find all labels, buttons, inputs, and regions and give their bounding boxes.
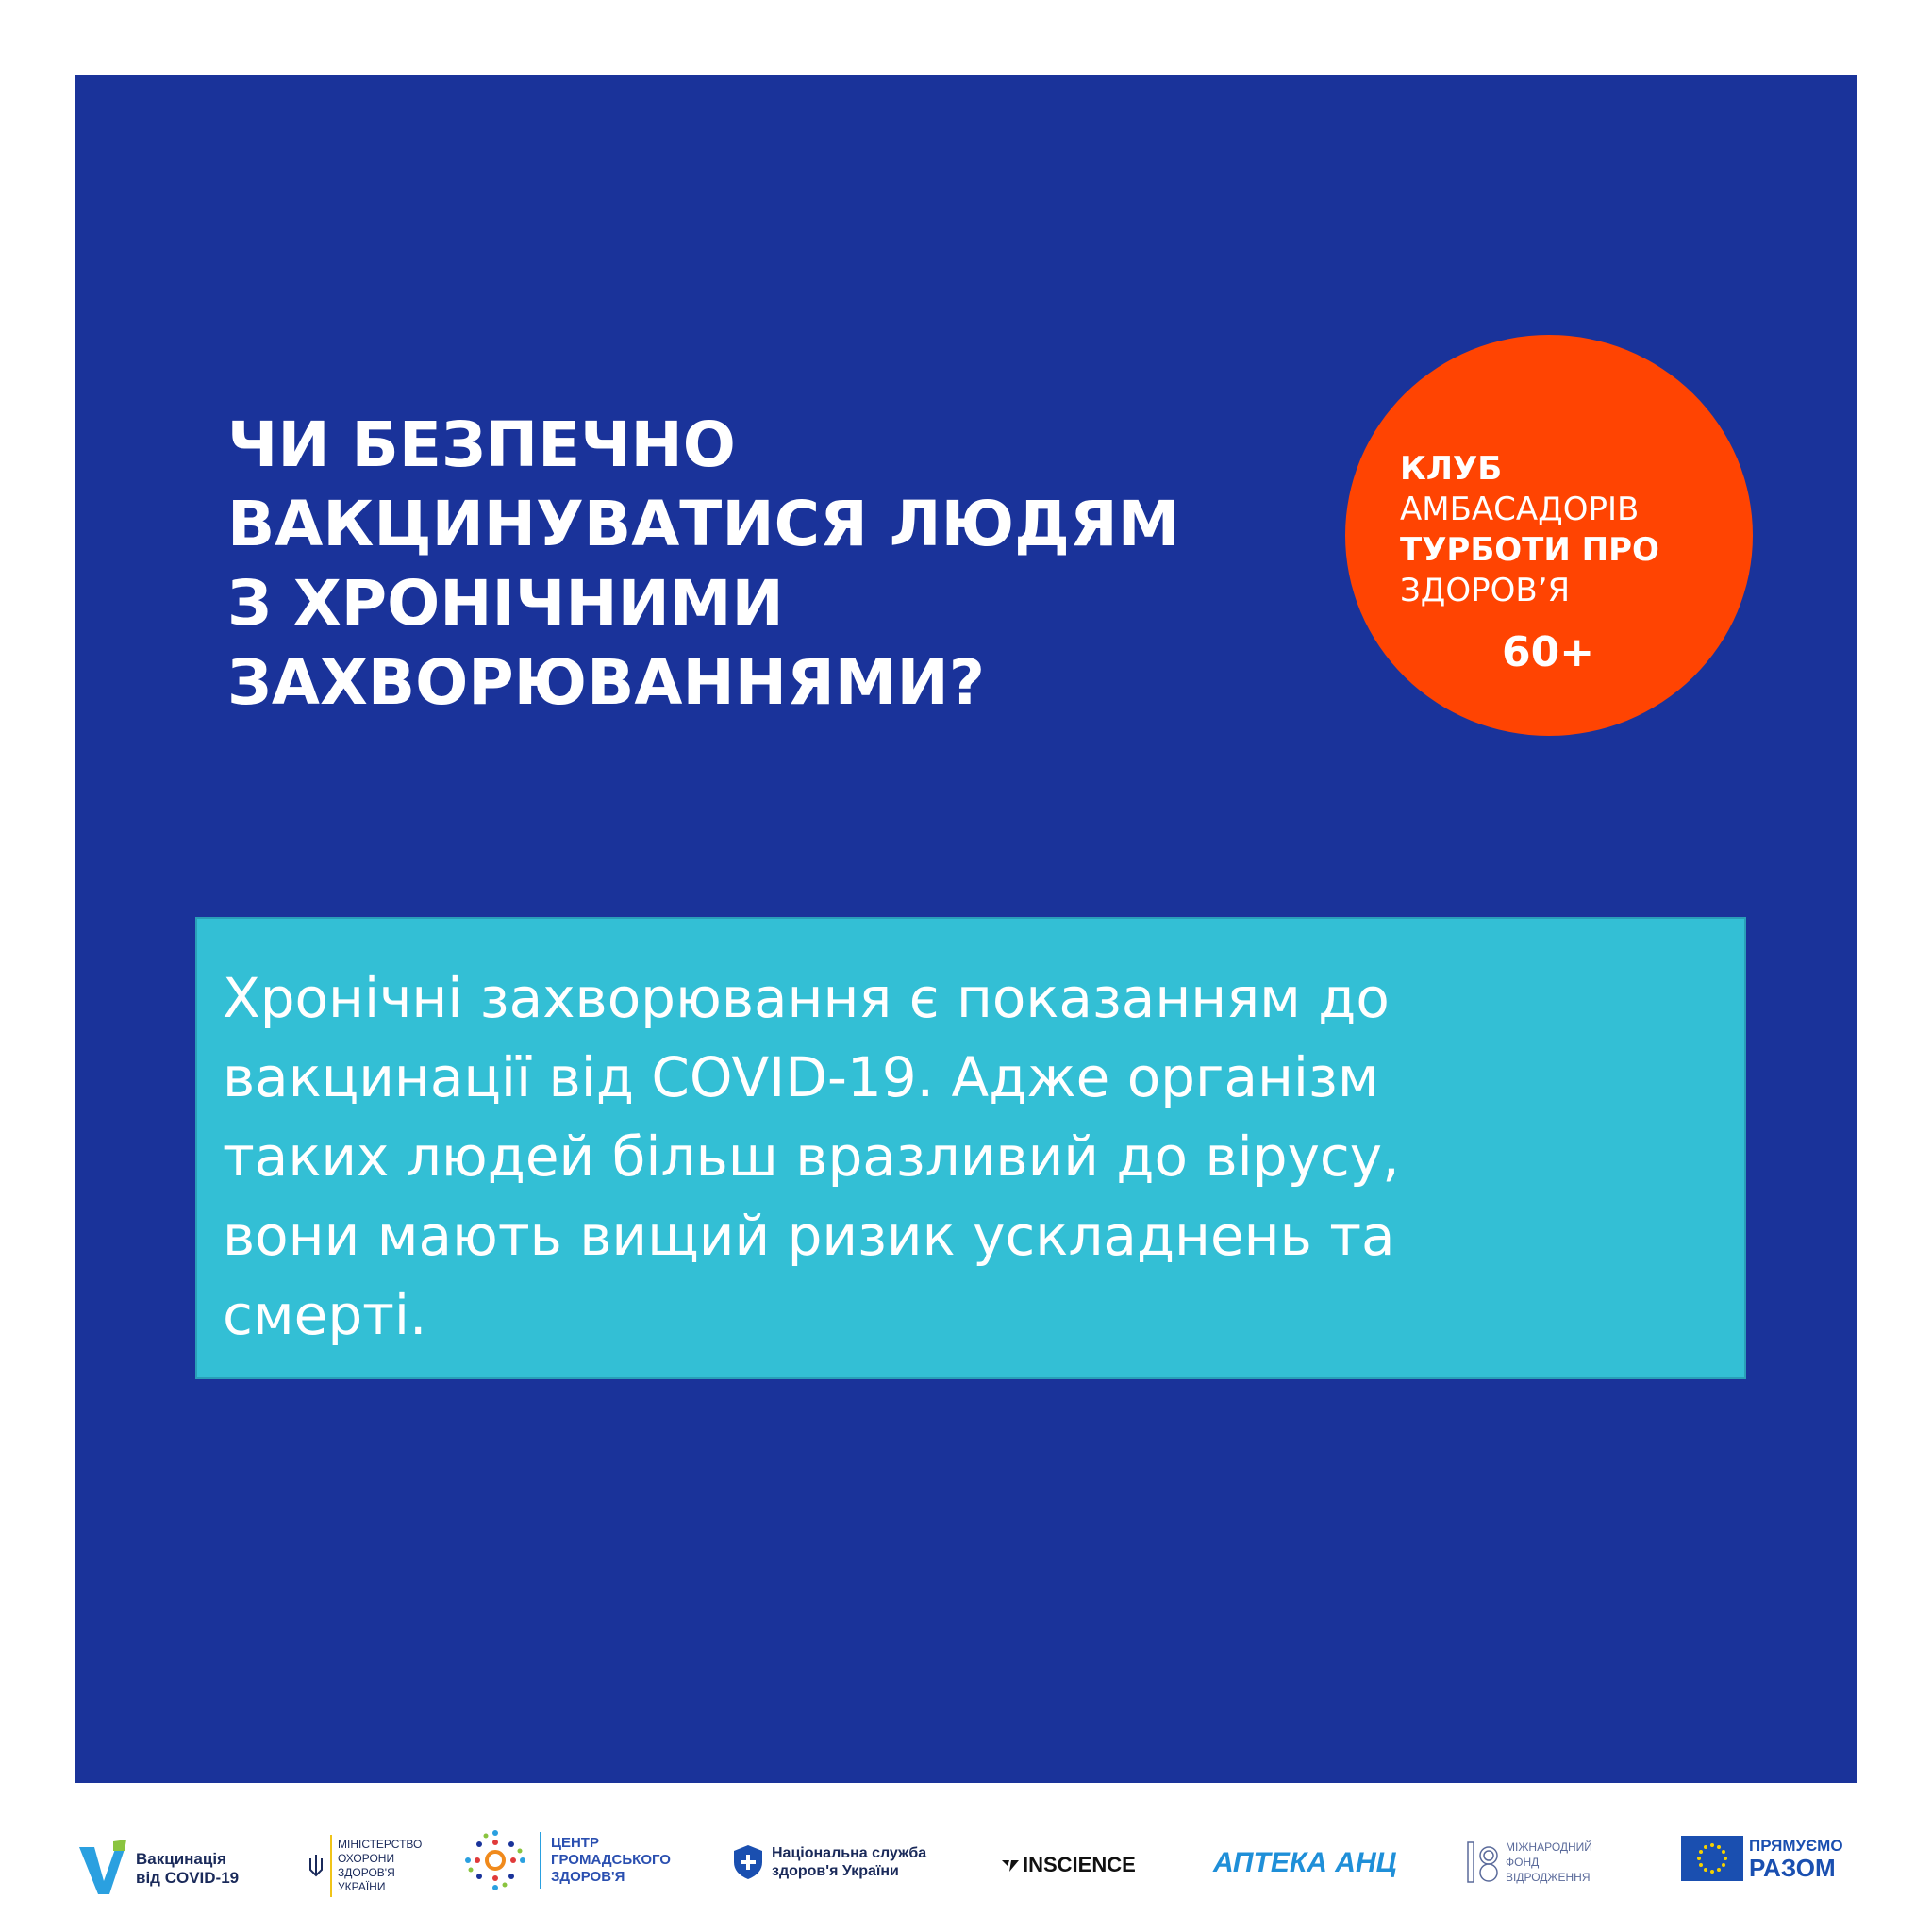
vaccination-line: Вакцинація: [136, 1850, 226, 1868]
vaccination-line: від COVID-19: [136, 1869, 240, 1887]
moz-logo: [308, 1835, 422, 1897]
badge-line: КЛУБ: [1400, 450, 1503, 488]
apteka-anc-logo: [1213, 1847, 1396, 1879]
moz-divider: [330, 1835, 332, 1897]
nszu-logo: [732, 1843, 926, 1881]
eu-line: РАЗОМ: [1749, 1854, 1836, 1882]
apteka-text: АПТЕКА АНЦ: [1213, 1847, 1397, 1878]
phc-line: ГРОМАДСЬКОГО: [551, 1852, 671, 1868]
phc-line: ЦЕНТР: [551, 1835, 599, 1851]
irf-line: ФОНД: [1506, 1856, 1540, 1869]
trident-icon: [308, 1853, 325, 1879]
eu-logo: [1681, 1836, 1843, 1881]
irf-line: ВІДРОДЖЕННЯ: [1506, 1871, 1591, 1884]
badge-line: ТУРБОТИ ПРО: [1400, 531, 1659, 569]
irf-mark-icon: [1466, 1840, 1500, 1884]
info-line: Хронічні захворювання є показанням до: [223, 966, 1390, 1030]
irf-logo: [1466, 1840, 1592, 1885]
title-line: З ХРОНІЧНИМИ: [227, 567, 784, 640]
inscience-text: INSCIENCE: [1023, 1853, 1136, 1876]
moz-line: МІНІСТЕРСТВО: [338, 1838, 423, 1851]
title-line: ВАКЦИНУВАТИСЯ ЛЮДЯМ: [227, 488, 1180, 560]
title-line: ЗАХВОРЮВАННЯМИ?: [227, 646, 985, 719]
moz-line: ОХОРОНИ: [338, 1852, 395, 1865]
title-line: ЧИ БЕЗПЕЧНО: [227, 408, 736, 481]
inscience-logo: [1000, 1853, 1136, 1877]
partner-logos-bar: [0, 1783, 1932, 1932]
phc-dots-icon: [460, 1825, 530, 1895]
info-text: [223, 958, 1732, 1355]
moz-line: УКРАЇНИ: [338, 1880, 386, 1893]
nszu-line: здоров'я України: [772, 1863, 899, 1879]
club-badge-text: [1400, 449, 1659, 611]
info-line: смерті.: [223, 1283, 427, 1347]
eu-line: ПРЯМУЄМО: [1749, 1837, 1843, 1855]
badge-age: 60+: [1502, 628, 1595, 676]
vaccination-v-icon: [75, 1840, 130, 1898]
eu-flag-icon: [1681, 1836, 1743, 1881]
nszu-shield-icon: [732, 1843, 764, 1881]
phc-line: ЗДОРОВ'Я: [551, 1869, 625, 1885]
badge-line: ЗДОРОВ’Я: [1400, 572, 1571, 609]
phc-logo: [460, 1825, 671, 1895]
info-line: таких людей більш вразливий до вірусу,: [223, 1124, 1400, 1189]
irf-line: МІЖНАРОДНИЙ: [1506, 1840, 1592, 1854]
page-title: [227, 406, 1218, 723]
inscience-mark-icon: [1000, 1857, 1021, 1874]
info-line: вакцинації від COVID-19. Адже організм: [223, 1045, 1379, 1109]
phc-divider: [540, 1832, 541, 1889]
vaccination-covid-logo: [75, 1840, 239, 1898]
info-line: вони мають вищий ризик ускладнень та: [223, 1204, 1395, 1268]
nszu-line: Національна служба: [772, 1845, 927, 1861]
badge-line: АМБАСАДОРІВ: [1400, 491, 1640, 528]
moz-line: ЗДОРОВ'Я: [338, 1866, 395, 1879]
